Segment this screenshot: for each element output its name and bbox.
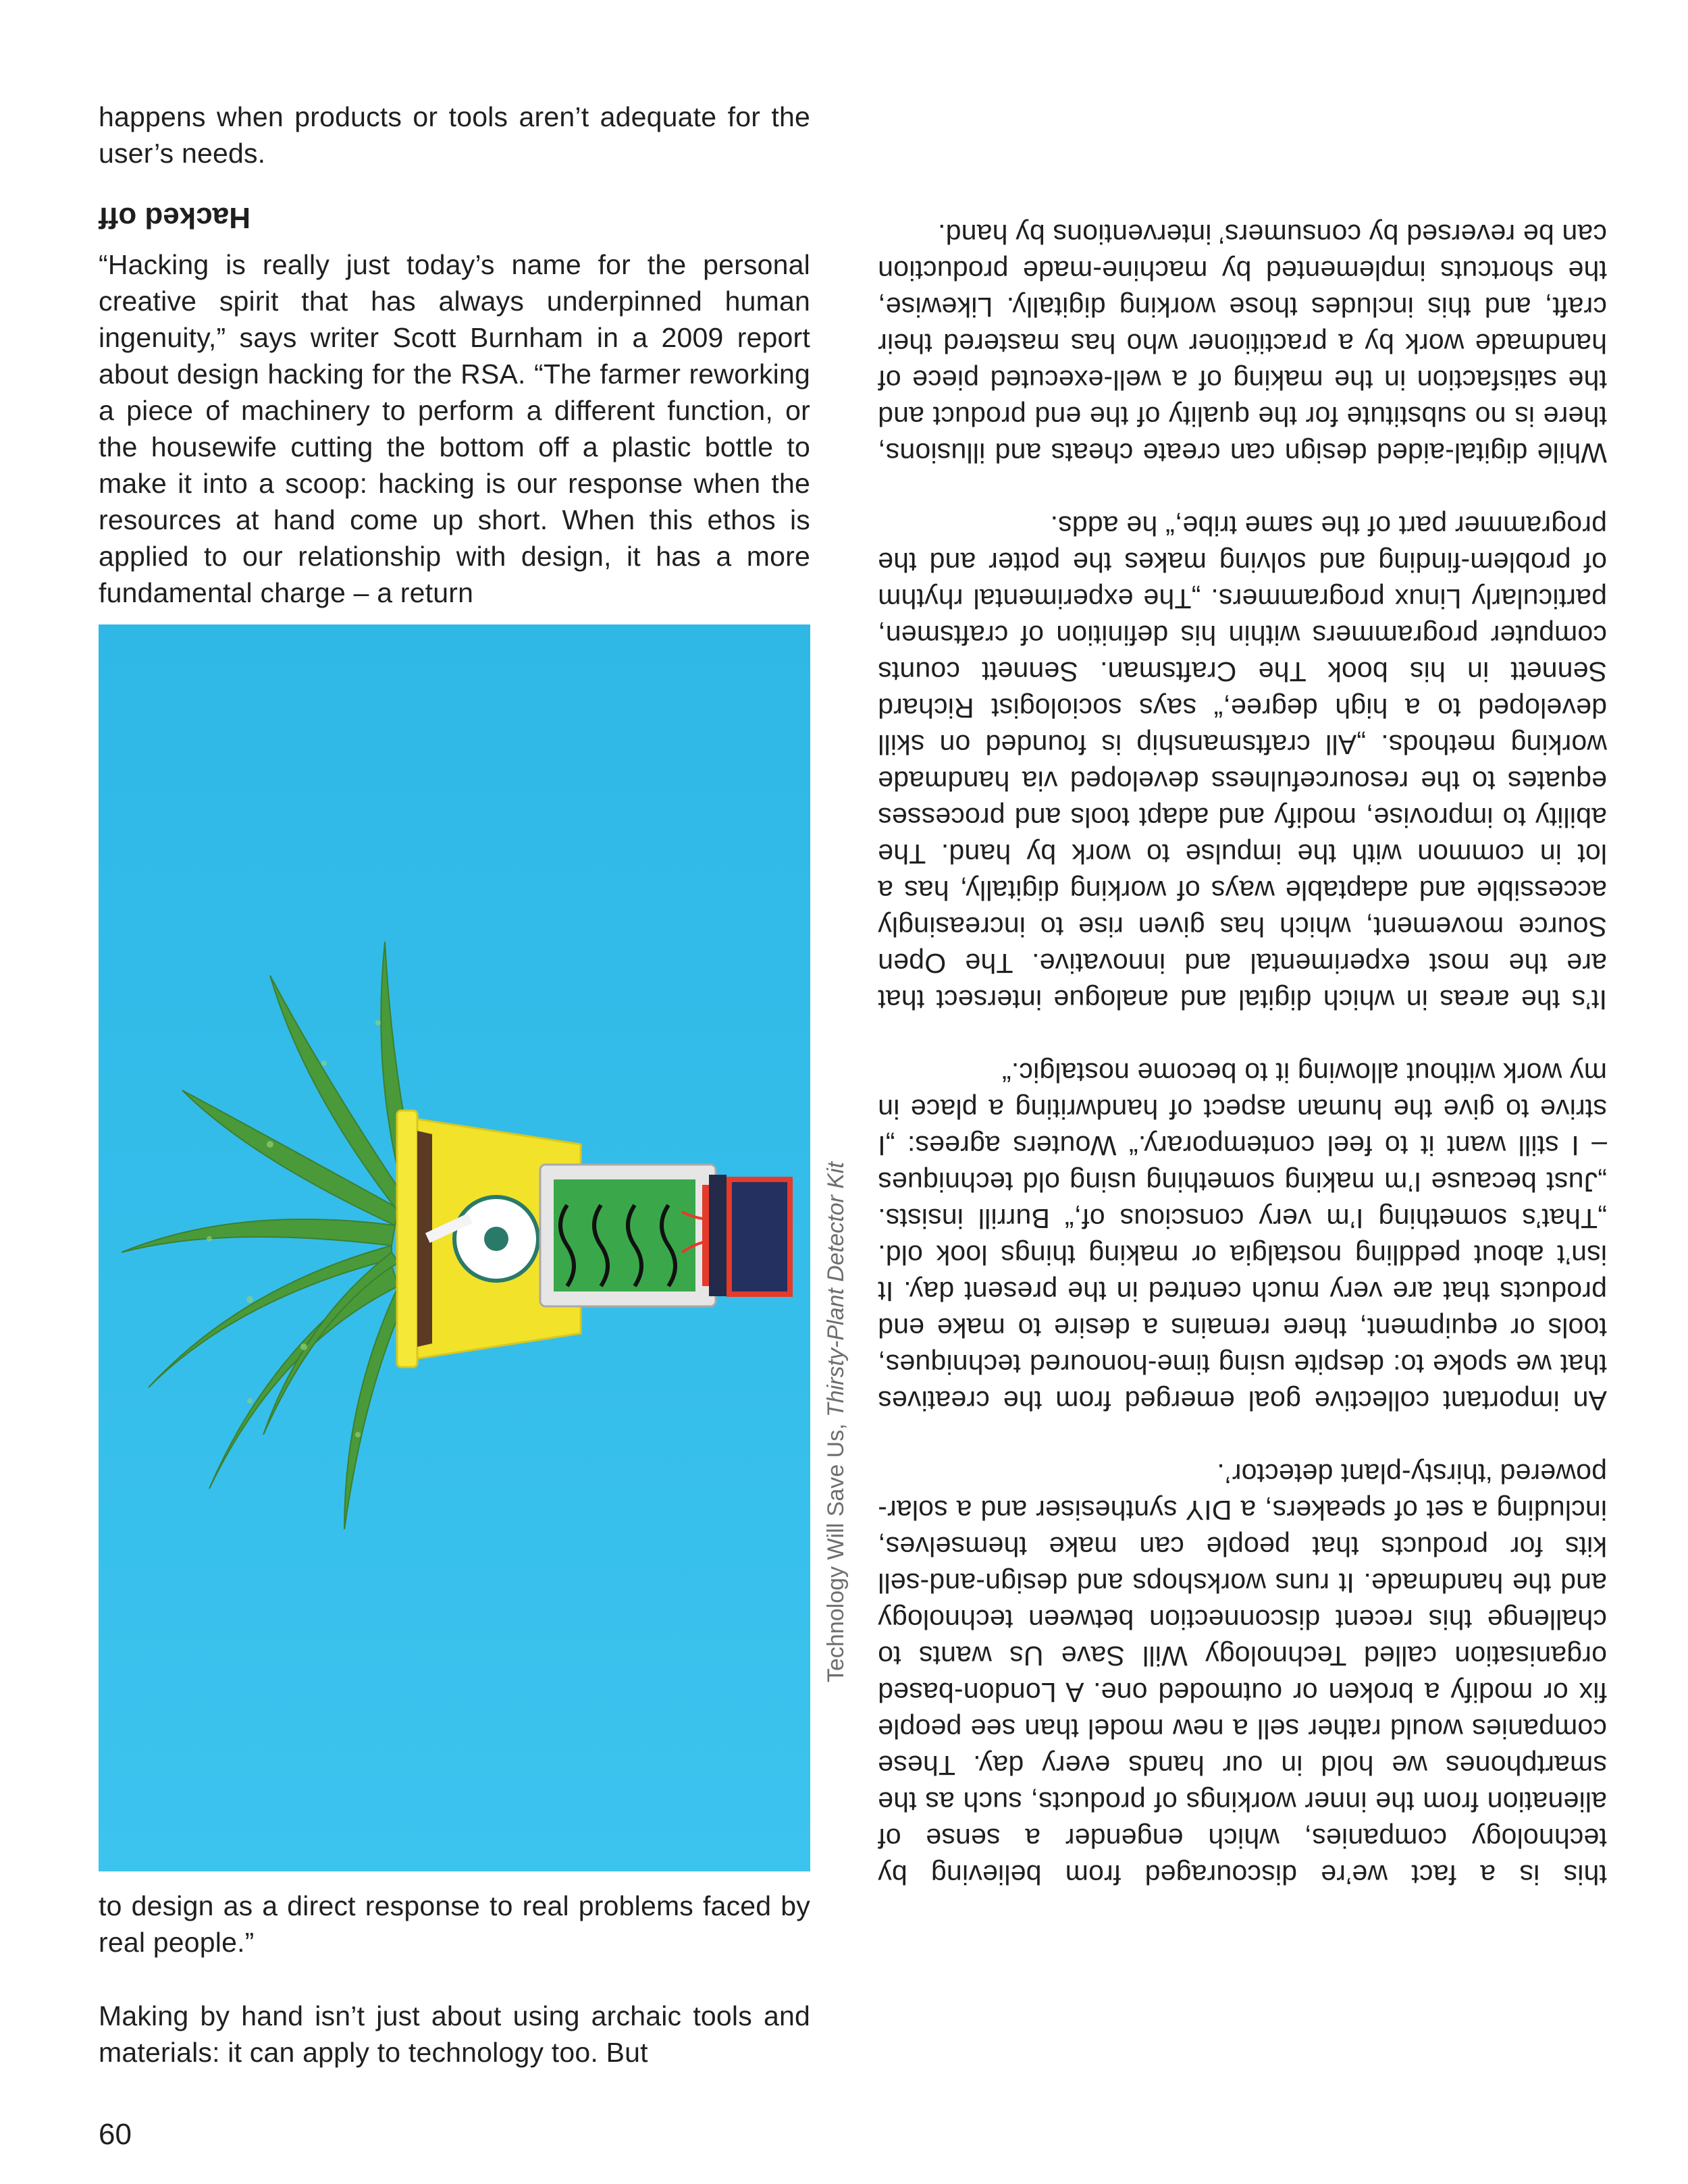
- right-paragraph-1: this is a fact we’re discouraged from believing by technology companies, which engender a sense of alienation from the inner workings of products, such as the smartphones we hold in our hands every day. These companies would rather sell a new model than see people fix or modify a broken or outmoded one. A London-based organisation called Technology Will Save Us wants to challenge this recent disconnection between technology and the handmade. It runs workshops and design-and-sell kits for products that people can make themselves, including a set of speakers, a DIY synthesiser and a solar-powered ‘thirsty-plant detector’.: [878, 1458, 1607, 1890]
- right-paragraph-2: An important collective goal emerged from the creatives that we spoke to: despite using time-honoured techniques, tools or equipment, there remains a desire to make end products that are very much centred in the present day. It isn’t about peddling nostalgia or making things look old. „That’s something I’m very conscious of,“ Burrill insists. „Just because I’m making something using old techniques – I still want it to feel contemporary.“ Wouters agrees: „I strive to give the human aspect of handwriting a place in my work without allowing it to become nostalgic.“: [878, 1057, 1607, 1416]
- right-paragraph-3: It’s the areas in which digital and analogue intersect that are the most experimental and innovative. The Open Source movement, which has given rise to increasingly accessible and adaptable ways of working digitally, has a lot in common with the impulse to work by hand. The ability to improvise, modify and adapt tools and processes equates to the resourcefulness developed via handmade working methods. „All craftsmanship is founded on skill developed to a high degree,“ says sociologist Richard Sennett in his book The Craftsman. Sennett counts computer programmers within his definition of craftsmen, particularly Linux programmers. „The experimental rhythm of problem-finding and solving makes the potter and the programmer part of the same tribe,“ he adds.: [878, 510, 1607, 1015]
- caption-credit: Technology Will Save Us,: [823, 1416, 849, 1682]
- photo-caption: [822, 1162, 849, 1682]
- circuit-board: [540, 1165, 790, 1306]
- section-heading: Hacked off: [99, 201, 250, 234]
- left-paragraph-2: “Hacking is really just today’s name for the personal creative spirit that has always underpinned human ingenuity,” says writer Scott Burnham in a 2009 report about design hacking for the RSA. “The farmer reworking a piece of machinery to perform a different function, or the housewife cutting the bottom off a plastic bottle to make it into a scoop: hacking is our response when the resources at hand come up short. When this ethos is applied to our relationship with design, it has a more fundamental charge – a return: [99, 249, 810, 608]
- page-number: 60: [99, 2118, 132, 2151]
- right-paragraph-4: While digital-aided design can create cheats and illusions, there is no substitute for the quality of the end product and the satisfaction in the making of a well-executed piece of handmade work by a practitioner who has mastered their craft, and this includes those working digitally. Likewise, the shortcuts implemented by machine-made production can be reversed by consumers’ interventions by hand.: [878, 219, 1607, 469]
- left-paragraph-3: to design as a direct response to real problems faced by real people.”: [99, 1890, 810, 1958]
- left-paragraph-4: Making by hand isn’t just about using archaic tools and materials: it can apply to technology too. But: [99, 2000, 810, 2068]
- caption-title: Thirsty-Plant Detector Kit: [823, 1162, 849, 1417]
- product-photo: [99, 624, 810, 1871]
- plant-kit-illustration: [99, 624, 810, 1871]
- left-paragraph-1: happens when products or tools aren’t adequate for the user’s needs.: [99, 101, 810, 169]
- aloe-leaves: [122, 942, 419, 1529]
- right-column-upside-down: [878, 216, 1607, 1893]
